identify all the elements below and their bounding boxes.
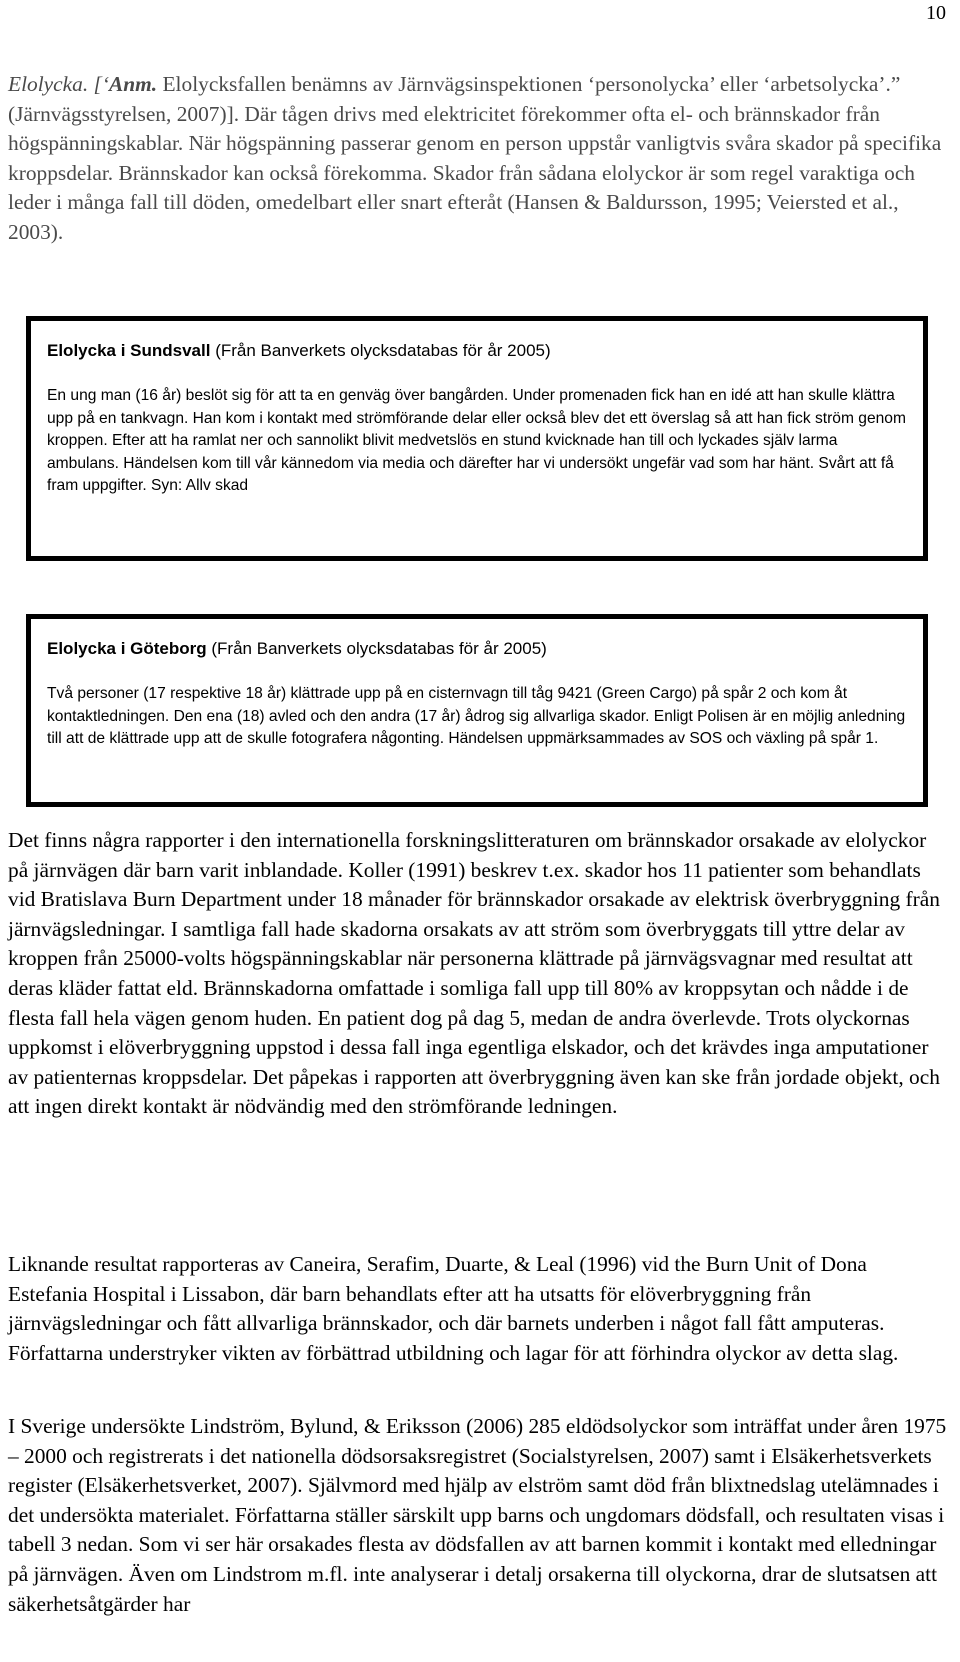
incident-body: Två personer (17 respektive 18 år) klättrade upp på en cisternvagn till tåg 9421 (Green Cargo) på spår 2 och kom åt kontaktledningen. Den ena (18) avled och den andra (17 år) ådrog sig allvarliga skador. Enligt Polisen är en möjlig anledning till att de klättrade upp att de skulle fotografera någonting. Händelsen uppmärksammades av SOS och växling på spår 1. — [47, 685, 906, 748]
intro-lead: Elolycka. [ — [8, 72, 102, 96]
intro-quote-open: ‘ — [101, 72, 109, 96]
paren-close: ) — [544, 341, 551, 360]
intro-paragraph — [8, 70, 950, 248]
paren-close: ) — [541, 639, 547, 658]
paren-open: ( — [206, 639, 218, 658]
incident-source: Från Banverkets olycksdatabas för år 2005 — [220, 341, 545, 360]
intro-body: Elolycksfallen benämns av Järnvägsinspektionen ‘personolycka’ eller ‘arbetsolycka’.” (Järnvägsstyrelsen, 2007)]. Där tågen drivs med elektricitet förekommer ofta el- och brännskador från högspänningskablar. När högspänning passerar genom en person uppstår vanligtvis svåra skador på specifika kroppsdelar. Brännskador kan också förekomma. Skador från sådana elolyckor är som regel varaktiga och leder i många fall till döden, omedelbart eller snart efteråt (Hansen & Baldursson, 1995; Veiersted et al., 2003). — [8, 72, 942, 244]
incident-source: Från Banverkets olycksdatabas för år 2005 — [217, 639, 542, 658]
incident-title — [47, 637, 907, 661]
body-paragraph-lindstrom: I Sverige undersökte Lindström, Bylund, & Eriksson (2006) 285 eldödsolyckor som inträffat under åren 1975 – 2000 och registrerats i det nationella dödsorsaksregistret (Socialstyrelsen, 2007) samt i Elsäkerhetsverkets register (Elsäkerhetsverket, 2007). Självmord med hjälp av elström samt död från blixtnedslag utelämnades i det undersökta materialet. Författarna ställer särskilt upp barns och ungdomars dödsfall, och resultaten visas i tabell 3 nedan. Som vi ser här orsakades flesta av dödsfallen av att barnen kommit i kontakt med elledningar på järnvägen. Även om Lindstrom m.fl. inte analyserar i detalj orsakerna till olyckorna, drar de slutsatsen att säkerhetsåtgärder har — [8, 1414, 947, 1616]
incident-title — [47, 339, 907, 363]
incident-box-sundsvall — [26, 316, 928, 561]
page-number: 10 — [926, 2, 946, 24]
body-paragraph-caneira: Liknande resultat rapporteras av Caneira, Serafim, Duarte, & Leal (1996) vid the Burn Unit of Dona Estefania Hospital i Lissabon, där barn behandlats efter att ha utsatts för elöverbryggning från järnvägsledningar och fått allvarliga brännskador, och där barnets underben i något fall fått amputeras. Författarna understryker vikten av förbättrad utbildning och lagar för att förhindra olyckor av detta slag. — [8, 1252, 899, 1365]
incident-box-goteborg — [26, 614, 928, 807]
anm-label: Anm. — [108, 72, 158, 96]
incident-title-bold: Elolycka i Sundsvall — [47, 341, 211, 360]
body-paragraph-koller: Det finns några rapporter i den internationella forskningslitteraturen om brännskador orsakade av elolyckor på järnvägen där barn varit inblandade. Koller (1991) beskrev t.ex. skador hos 11 patienter som behandlats vid Bratislava Burn Department under 18 månader för brännskador orsakade av elektrisk överbryggning från järnvägsledningar. I samtliga fall hade skadorna orsakats av att ström som överbryggats till yttre delar av kroppen från 25000-volts högspänningskablar när personerna klättrade på järnvägsvagnar med resultat att deras kläder fattat eld. Brännskadorna omfattade i somliga fall upp till 80% av kroppsytan och nådde i de flesta fall hela vägen genom huden. En patient dog på dag 5, medan de andra överlevde. Trots olyckornas uppkomst i elöverbryggning uppstod i dessa fall inga egentliga elskador, och det krävdes inga amputationer av patienternas kroppsdelar. Det påpekas i rapporten att överbryggning även kan ske från jordade objekt, och att ingen direkt kontakt är nödvändig med den strömförande ledningen. — [8, 828, 940, 1119]
paren-open: ( — [210, 341, 221, 360]
incident-title-bold: Elolycka i Göteborg — [47, 639, 207, 658]
incident-body: En ung man (16 år) beslöt sig för att ta en genväg över bangården. Under promenaden fick han en idé att han skulle klättra upp på en tankvagn. Han kom i kontakt med strömförande delar eller också blev det ett överslag så att han fick ström genom kroppen. Efter att ha ramlat ner och sannolikt blivit medvetslös en stund kvicknade han till och lyckades själv larma ambulans. Händelsen kom till vår kännedom via media och därefter har vi undersökt ungefär vad som har hänt. Svårt att få fram uppgifter. Syn: Allv skad — [47, 387, 906, 495]
